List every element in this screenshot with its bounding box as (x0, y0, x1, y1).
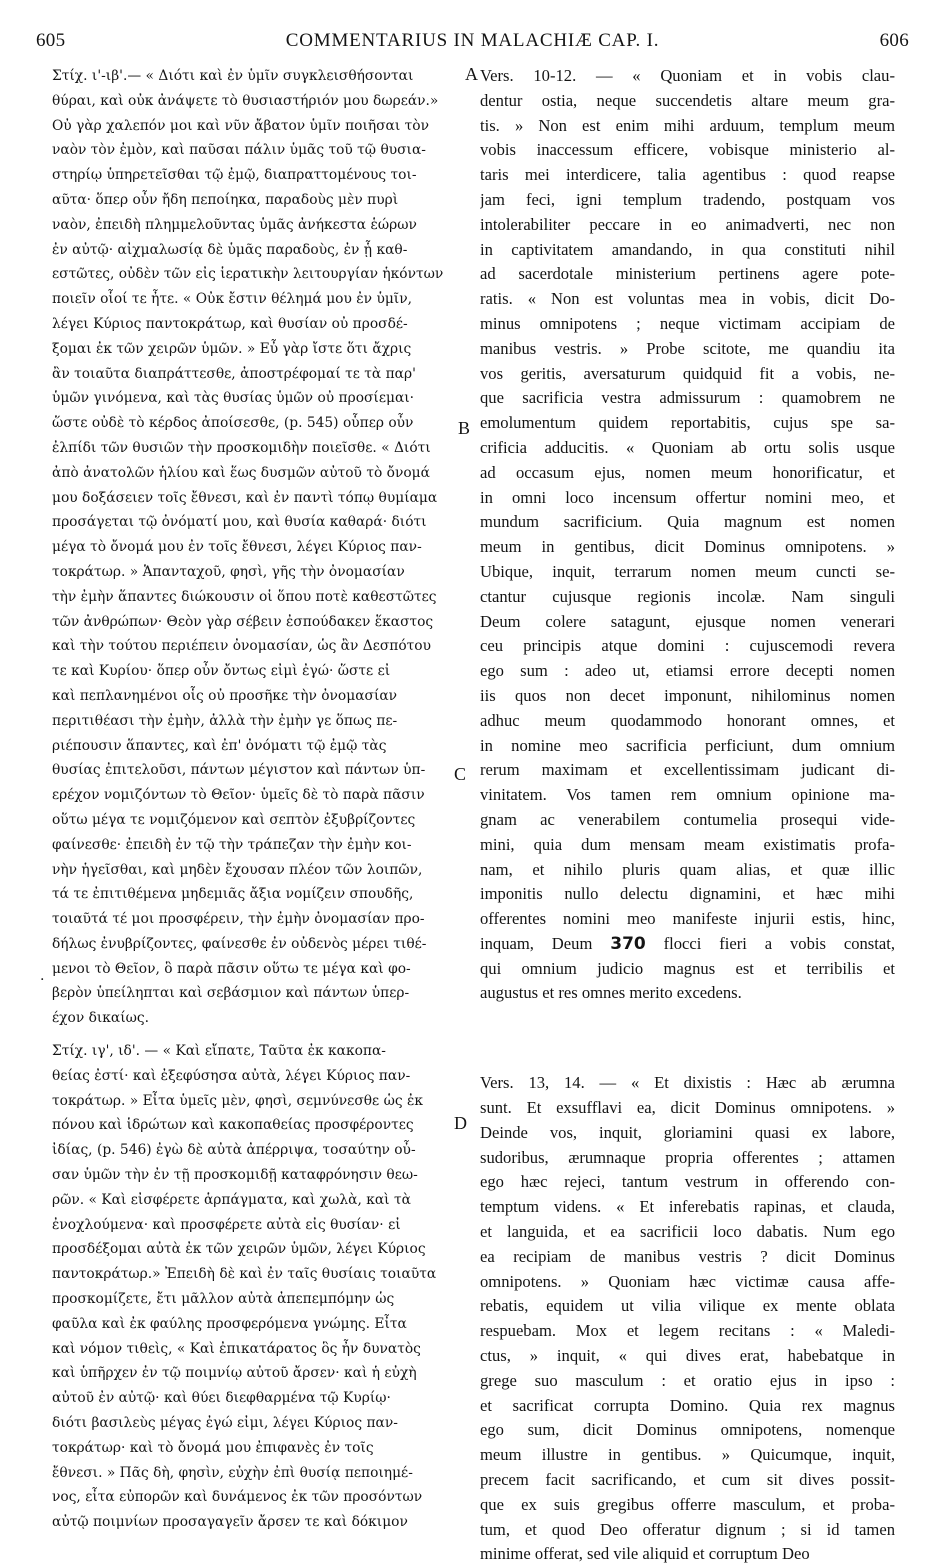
text-line: εστῶτες, οὐδὲν τῶν εἰς ἱερατικὴν λειτουργίαν ἡκόντων (52, 266, 444, 283)
edition-page-badge: 370 (610, 933, 646, 954)
text-line: ναὸν τὸν ἐμὸν, καὶ παῦσαι πάλιν ὑμᾶς τοῦ τῷ θυσια- (52, 142, 426, 159)
page-number-left: 605 (36, 30, 66, 51)
text-line: adhuc meum quodammodo honorant omnes, et (480, 710, 895, 730)
text-line: αὐτῷ ποιμνίων προσαγαγεῖν ἄρσεν τε καὶ δόκιμον (52, 1514, 408, 1531)
text-line: augustus et res omnes merito excedens. (480, 983, 742, 1003)
text-line: τὴν ἐμὴν ἅπαντες διώκουσιν οἱ ὅπου ποτὲ καθεστῶτες (52, 588, 437, 605)
text-line: crificia adducitis. « Quoniam ab ortu solis usque (480, 437, 895, 457)
text-line: ἂν τοιαῦτα διαπράττεσθε, ἀποστρέφομαί τε τὰ παρ' (52, 365, 416, 382)
text-line: Vers. 13, 14. — « Et dixistis : Hæc ab ærumna (480, 1073, 895, 1093)
text-line: manibus vestris. » Probe scitote, me quandiu ita (480, 338, 895, 358)
text-line: rerum maximam et excellentissimam judicant di- (480, 760, 895, 780)
greek-paragraph-verses-13-14 (52, 1039, 458, 1535)
text-line: temptum videns. « Et inferebatis rapinas, et clauda, (480, 1197, 895, 1217)
latin-paragraph-verses-10-12 (480, 64, 895, 1006)
text-line: ἐν αὐτῷ· αἰχμαλωσίᾳ δὲ ὑμᾶς παραδοὺς, ἐν ᾗ καθ- (52, 241, 408, 258)
text-line: iis quos non decet imponunt, nihilominus nomen (480, 685, 895, 705)
text-line: ποιεῖν οἷοί τε ἦτε. « Οὐκ ἔστιν θέλημά μου ἐν ὑμῖν, (52, 291, 412, 308)
text-line: intolerabiliter peccare in eo animadverti, nec non (480, 214, 895, 234)
text-line: respuebam. Mox et legem recitans : « Maledi- (480, 1321, 895, 1341)
text-line: τά τε ἐπιτιθέμενα μηδεμιᾶς ἄξια νομίζειν σπουδῆς, (52, 886, 414, 903)
text-line: minus omnipotens ; neque victimam accipiam de (480, 313, 895, 333)
text-line: λέγει Κύριος παντοκράτωρ, καὶ θυσίαν οὐ προσδέ- (52, 315, 408, 332)
text-line: que ex suis gregibus offerre masculum, et proba- (480, 1494, 895, 1514)
greek-paragraph-verses-10-12 (52, 64, 458, 1031)
text-line: que sacrificia vestra admissurum : quamobrem ne (480, 388, 895, 408)
text-line: νος, εἶτα εὐπορῶν καὶ δυνάμενος ἐκ τῶν προσόντων (52, 1489, 423, 1506)
text-line: ἐλπίδι τῶν θυσιῶν τὴν προσκομιδὴν ποιεῖσθε. « Διότι (52, 439, 431, 456)
text-line: meum illustre in gentibus. » Quicumque, inquit, (480, 1445, 895, 1465)
text-line: jam feci, igni templum tradendo, postquam vos (480, 189, 895, 209)
text-line: ego hæc rejeci, tantum vestrum in offerendo con- (480, 1172, 895, 1192)
text-line: tum, et quod Deo offeratur dignum ; si id tamen (480, 1519, 895, 1539)
text-line: φαῦλα καὶ ἐκ φαύλης προσφερόμενα γνώμης. Εἶτα (52, 1315, 407, 1332)
text-line: μενοι τὸ Θεῖον, ὃ παρὰ πᾶσιν οὕτω τε μέγα καὶ φο- (52, 960, 411, 977)
text-line: παντοκράτωρ.» Ἐπειδὴ δὲ καὶ ἐν ταῖς θυσίαις τοιαῦτα (52, 1266, 437, 1283)
text-line: ad occasum ejus, nomen meum honorificatur, et (480, 462, 895, 482)
text-line: ναὸν, ἐπειδὴ πλημμελοῦντας ὑμᾶς ἀνήκεστα ἑώρων (52, 216, 417, 233)
text-line: vobis inaccessum efficere, vobisque ministerio al- (480, 140, 895, 160)
text-line: dentur ostia, neque succendetis altare meum gra- (480, 90, 895, 110)
text-line: ὥστε οὐδὲ τὸ κέρδος ἀποίσεσθε, (p. 545) οὗπερ οὖν (52, 415, 414, 432)
text-line: τε καὶ Κυρίου· ὅπερ οὖν ὄντως εἰμὶ ἐγώ· ὥστε εἰ (52, 663, 391, 680)
text-line: imponitis nullo delectu dignamini, et hæc mihi (480, 884, 895, 904)
text-line: in omni loco incensum offertur nomini meo, et (480, 487, 895, 507)
margin-marker-b: B (458, 418, 471, 438)
page-number-right: 606 (879, 30, 909, 51)
text-line: τοκράτωρ. » Ἁπανταχοῦ, φησὶ, γῆς τὴν ὀνομασίαν (52, 563, 405, 580)
text-line: θυσίας ἐπιτελοῦσι, πάντων μέγιστον καὶ πάντων ὑπ- (52, 762, 426, 779)
text-segment: inquam, Deum (480, 933, 593, 953)
text-line: ad sacerdotale ministerium pertinens agere pote- (480, 264, 895, 284)
text-line: rebatis, equidem ut vilia vilique ex mente oblata (480, 1296, 895, 1316)
text-line: mini, quia dum mensam meam existimatis profa- (480, 834, 895, 854)
text-line: Vers. 10-12. — « Quoniam et in vobis clau- (480, 66, 895, 85)
text-line: ratis. « Non est voluntas mea in vobis, dicit Do- (480, 289, 895, 309)
text-line: tis. » Non est enim mihi arduum, templum meum (480, 115, 895, 135)
text-line: οὕτω μέγα τε νομιζόμενον καὶ σεπτὸν ἐξυβρίζοντες (52, 811, 416, 828)
latin-paragraph-verses-13-14 (480, 1071, 895, 1567)
text-line: Στίχ. ι'-ιβ'.— « Διότι καὶ ἐν ὑμῖν συγκλεισθήσονται (52, 68, 414, 84)
text-line: θύραι, καὶ οὐκ ἀνάψετε τὸ θυσιαστήριόν μου δωρεάν.» (52, 92, 439, 109)
text-line: gnam ac venerabilem contumelia prosequi vide- (480, 809, 895, 829)
margin-marker-c: C (454, 764, 467, 784)
text-line: ἔθνεσι. » Πᾶς δὴ, φησὶν, εὐχὴν ἐπὶ θυσίᾳ πεποιημέ- (52, 1464, 413, 1481)
text-line: Deinde vos, inquit, gloriamini quasi ex labore, (480, 1122, 895, 1142)
text-line: ξομαι ἐκ τῶν χειρῶν ὑμῶν. » Εὖ γὰρ ἴστε ὅτι ἄχρις (52, 340, 412, 357)
paragraph-gap (52, 1031, 458, 1039)
stray-dot-mark: . (40, 968, 45, 984)
text-line: ego sum : adeo ut, etiamsi errore decepti nomen (480, 661, 895, 681)
text-line: precem facit sacrificando, et cum sit dives possit- (480, 1470, 895, 1490)
text-line: καὶ πεπλανημένοι οἷς οὐ προσῆκε τὴν ὀνομασίαν (52, 687, 398, 704)
text-line: καὶ ὑπῆρχεν ἐν τῷ ποιμνίῳ αὐτοῦ ἄρσεν· καὶ ἡ εὐχὴ (52, 1365, 417, 1382)
text-line: ctus, » inquit, « qui dives erat, habebatque in (480, 1346, 895, 1366)
text-line: τῶν ἀνθρώπων· Θεὸν γὰρ σέβειν ἐσπούδακεν ἕκαστος (52, 613, 434, 630)
text-line: emolumentum quidem reportabitis, cujus spe sa- (480, 413, 895, 433)
text-line: et languida, et ea sacrificii loco dabatis. Num ego (480, 1222, 895, 1242)
text-line: ἐνοχλούμενα· καὶ προσφέρετε αὐτὰ εἰς θυσίαν· εἰ (52, 1216, 401, 1233)
text-line: sunt. Et exsufflavi ea, dicit Dominus omnipotens. » (480, 1098, 895, 1118)
paragraph-gap (480, 1006, 895, 1071)
text-line: vinitatem. Vos tamen rem omnium opinione ma- (480, 785, 895, 805)
text-line: νὴν ἡγεῖσθαι, καὶ μηδὲν ἔχουσαν πλέον τῶν λοιπῶν, (52, 861, 423, 878)
text-line: nam, et nihilo pluris quam alias, et quæ illic (480, 859, 895, 879)
text-line: στηρίῳ ὑπηρετεῖσθαι τῷ ἐμῷ, διαπραττομένους τοι- (52, 167, 417, 184)
text-line: offerentes nomini meo manifeste injurii estis, hinc, (480, 909, 895, 929)
text-line: τοκράτωρ· καὶ τὸ ὄνομά μου ἐπιφανὲς ἐν τοῖς (52, 1439, 374, 1456)
running-title: COMMENTARIUS IN MALACHIÆ CAP. I. (285, 30, 660, 51)
text-line: περιτιθέασι τὴν ἐμὴν, ἀλλὰ τὴν ἐμὴν γε ὅπως πε- (52, 712, 398, 729)
text-line: ctantur cujusque regionis incolæ. Nam singuli (480, 586, 895, 606)
text-line: meum in gentibus, dicit Dominus omnipotens. » (480, 537, 895, 557)
text-line: omnipotens. » Quoniam hæc victimæ causa affe- (480, 1271, 895, 1291)
text-line: μέγα τὸ ὄνομά μου ἐν τοῖς ἔθνεσι, λέγει Κύριος παν- (52, 539, 422, 556)
text-line: καὶ νόμον τιθεὶς, « Καὶ ἐπικατάρατος ὃς ἦν δυνατὸς (52, 1340, 421, 1357)
text-line-with-badge (480, 932, 895, 957)
text-line: ἀπὸ ἀνατολῶν ἡλίου καὶ ἕως δυσμῶν αὐτοῦ τὸ ὄνομά (52, 464, 430, 481)
text-line: mundum sacrificium. Quia magnum est nomen (480, 512, 895, 532)
text-line: taris mei interdicere, talia agentibus : quod reapse (480, 165, 895, 185)
text-line: Deum colere satagunt, ejusque nomen venerari (480, 611, 895, 631)
text-line: ea recipiam de manibus vestris ? dicit Dominus (480, 1246, 895, 1266)
text-line: θείας ἐστί· καὶ ἐξεφύσησα αὐτὰ, λέγει Κύριος παν- (52, 1067, 411, 1084)
text-line: et sacrificat corrupta Domino. Quia rex magnus (480, 1395, 895, 1415)
margin-marker-d: D (454, 1113, 467, 1133)
text-line: ἰδίας, (p. 546) ἐγὼ δὲ αὐτὰ ἀπέρριψα, τοσαύτην οὖ- (52, 1142, 416, 1159)
text-line: in nomine meo sacrificia perficiunt, dum omnium (480, 735, 895, 755)
text-line: τοκράτωρ. » Εἶτα ὑμεῖς μὲν, φησὶ, σεμνύνεσθε ὡς ἐκ (52, 1092, 423, 1109)
text-line: Οὐ γὰρ χαλεπόν μοι καὶ νῦν ἄβατον ὑμῖν ποιῆσαι τὸν (52, 117, 429, 134)
text-line: Ubique, inquit, terrarum nomen meum cuncti se- (480, 561, 895, 581)
latin-text-column (480, 64, 895, 1567)
text-line: in captivitatem amandando, in qua constituti nihil (480, 239, 895, 259)
text-line: Στίχ. ιγ', ιδ'. — « Καὶ εἴπατε, Ταῦτα ἐκ κακοπα- (52, 1043, 386, 1060)
text-line: αὐτοῦ ἐν αὐτῷ· καὶ θύει διεφθαρμένα τῷ Κυρίῳ· (52, 1390, 391, 1407)
text-line: vos geritis, aversaturum quidquid fit a vobis, ne- (480, 363, 895, 383)
greek-text-column (52, 64, 458, 1535)
text-line: ceu principis atque domini : cujuscemodi revera (480, 636, 895, 656)
text-line: καὶ τὴν τούτου περιέπειν ὀνομασίαν, ὡς ἂν Δεσπότου (52, 638, 431, 655)
text-line: ὑμῶν γινόμενα, καὶ τὰς θυσίας ὑμῶν οὐ προσίεμαι· (52, 390, 415, 407)
text-line: ρῶν. « Καὶ εἰσφέρετε ἁρπάγματα, καὶ χωλὰ, καὶ τὰ (52, 1191, 411, 1208)
text-line: sudoribus, ærumnaque propria offerentes ; attamen (480, 1147, 895, 1167)
text-line: τοιαῦτά τέ μοι προσφέρειν, τὴν ἐμὴν ὀνομασίαν προ- (52, 911, 425, 928)
margin-marker-a: A (465, 64, 478, 84)
text-line: qui omnium judicio magnus est et terribilis et (480, 958, 895, 978)
text-line: ριέπουσιν ἅπαντες, καὶ ἐπ' ὀνόματι τῷ ἐμῷ τὰς (52, 737, 387, 754)
text-line: προσδέξομαι αὐτὰ ἐκ τῶν χειρῶν ὑμῶν, λέγει Κύριος (52, 1241, 426, 1258)
text-line: διότι βασιλεὺς μέγας ἐγώ εἰμι, λέγει Κύριος παν- (52, 1415, 398, 1432)
text-line: προσκομίζετε, ἔτι μᾶλλον αὐτὰ ἀπεπεμπόμην ὡς (52, 1291, 395, 1308)
text-line: ego sum, dicit Dominus omnipotens, nomenque (480, 1420, 895, 1440)
text-line: φαίνεσθε· ἐπειδὴ ἐν τῷ τὴν τράπεζαν τὴν ἐμὴν κοι- (52, 836, 412, 853)
text-line: έχον δικαίως. (52, 1010, 150, 1027)
text-line: πόνου καὶ ἱδρώτων καὶ κακοπαθείας προσφέροντες (52, 1117, 414, 1134)
text-line: μου δοξάσειεν τοῖς ἔθνεσι, καὶ ἐν παντὶ τόπῳ θυμίαμα (52, 489, 438, 506)
running-header (36, 30, 909, 56)
text-line: grege suo masculum : et oratio ejus in ipso : (480, 1370, 895, 1390)
text-line: προσάγεται τῷ ὀνόματί μου, καὶ θυσία καθαρά· διότι (52, 514, 427, 531)
text-line: ερέχον νομιζόντων τὸ Θεῖον· ὑμεῖς δὲ τὸ παρὰ πᾶσιν (52, 787, 425, 804)
text-line: σαν ὑμῶν τὴν ἐν τῇ προσκομιδῇ καταφρόνησιν θεω- (52, 1167, 418, 1184)
text-line: αῦτα· ὅπερ οὖν ἤδη πεποίηκα, παραδοὺς μὲν πυρὶ (52, 191, 399, 208)
text-segment: flocci fieri a vobis constat, (663, 933, 895, 953)
text-line: δήλως ἐνυβρίζοντες, φαίνεσθε ἐν οὐδενὸς μέρει τιθέ- (52, 935, 427, 952)
text-line: βερὸν ὑπείληπται καὶ σεβάσμιον καὶ πάντων ὑπερ- (52, 985, 410, 1002)
text-line: minime offerat, sed vile aliquid et corruptum Deo (480, 1544, 810, 1564)
